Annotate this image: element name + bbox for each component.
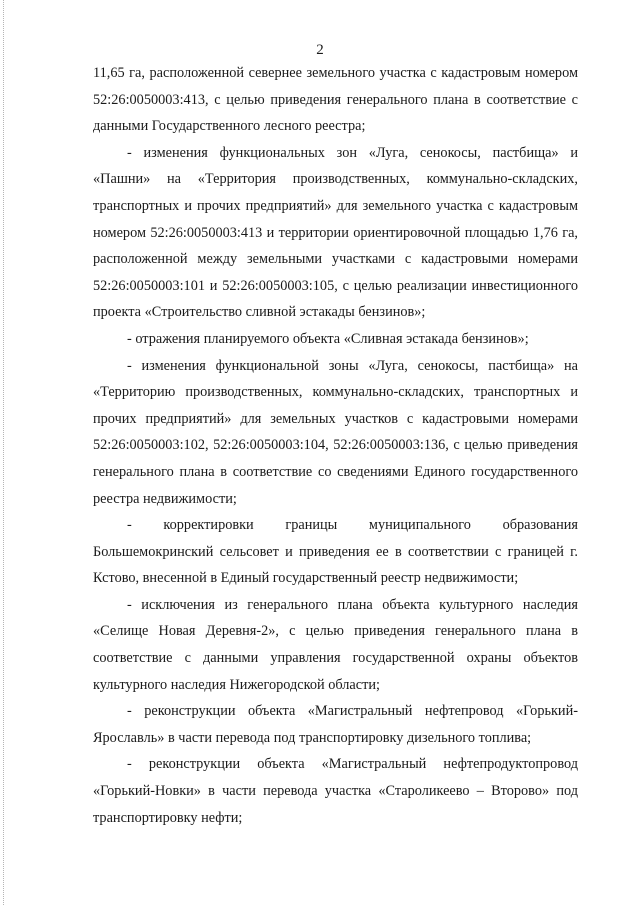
paragraph-planned-object: - отражения планируемого объекта «Сливная эстакада бензинов»; — [127, 330, 529, 347]
paragraph-boundary-correction: - корректировки границы муниципального образования Большемокринский сельсовет и приведения ее в соответствии с границей г. Кстово, внесенной в Единый государственный реестр недвижимости; — [93, 517, 578, 587]
page-number: 2 — [316, 42, 324, 58]
document-body — [93, 60, 578, 831]
scan-margin-line — [3, 0, 4, 905]
paragraph-heritage-exclusion: - исключения из генерального плана объекта культурного наследия «Селище Новая Деревня-2», с целью приведения генерального плана в соответствие с данными управления государственной охраны объектов культурного наследия Нижегородской области; — [93, 596, 578, 693]
paragraph-forest-registry: 11,65 га, расположенной севернее земельного участка с кадастровым номером 52:26:0050003:413, с целью приведения генерального плана в соответствие с данными Государственного лесного реестра; — [93, 65, 578, 135]
paragraph-functional-zone-change: - изменения функциональной зоны «Луга, сенокосы, пастбища» на «Территорию производственных, коммунально-складских, транспортных и прочих предприятий» для земельных участков с кадастровыми номерами 52:26:0050003:102, 52:26:0050003:104, 52:26:0050003:136, с целью приведения генерального плана в соответствие со сведениями Единого государственного реестра недвижимости; — [93, 357, 578, 507]
paragraph-oil-pipeline: - реконструкции объекта «Магистральный нефтепровод «Горький-Ярославль» в части перевода под транспортировку дизельного топлива; — [93, 703, 578, 746]
paragraph-product-pipeline: - реконструкции объекта «Магистральный нефтепродуктопровод «Горький-Новки» в части перевода участка «Староликеево – Второво» под транспортировку нефти; — [93, 756, 578, 826]
paragraph-functional-zones: - изменения функциональных зон «Луга, сенокосы, пастбища» и «Пашни» на «Территория производственных, коммунально-складских, транспортных и прочих предприятий» для земельного участка с кадастровым номером 52:26:0050003:413 и территории ориентировочной площадью 1,76 га, расположенной между земельными участками с кадастровыми номерами 52:26:0050003:101 и 52:26:0050003:105, с целью реализации инвестиционного проекта «Строительство сливной эстакады бензинов»; — [93, 144, 578, 321]
